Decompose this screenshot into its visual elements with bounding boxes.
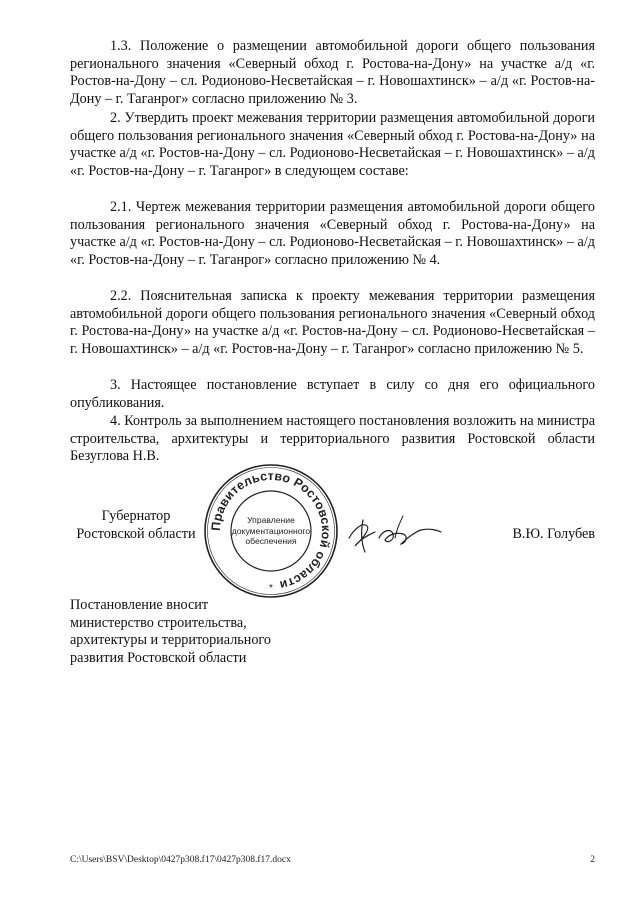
governor-title xyxy=(70,508,202,543)
paragraph-2-approve-project: 2. Утвердить проект межевания территории размещения автомобильной дороги общего пользования регионального значения «Северный обход г. Ростова-на-Дону» на участке а/д «г. Ростов-на-Дону – сл. Родионово-Несветайская – г. Новошахтинск» – а/д «г. Ростов-на-Дону – г. Таганрог» в следующем составе: xyxy=(70,110,595,180)
issued-by-line-4: развития Ростовской области xyxy=(70,650,247,667)
paragraph-2-1-drawing: 2.1. Чертеж межевания территории размещения автомобильной дороги общего пользования регионального значения «Северный обход г. Ростова-на-Дону» на участке а/д «г. Ростов-на-Дону – сл. Родионово-Несветайская – г. Новошахтинск» – а/д «г. Ростов-на-Дону – г. Таганрог» согласно приложению № 4. xyxy=(70,199,595,269)
handwritten-signature xyxy=(345,508,445,556)
governor-title-line-1: Губернатор xyxy=(101,508,171,524)
issued-by-line-2: министерство строительства, xyxy=(70,614,247,631)
paragraph-1-3-road-placement: 1.3. Положение о размещении автомобильной дороги общего пользования регионального значения «Северный обход г. Ростова-на-Дону» на участке а/д «г. Ростов-на-Дону – сл. Родионово-Несветайская – г. Новошахтинск» – а/д «г. Ростов-на-Дону – г. Таганрог» согласно приложению № 3. xyxy=(70,38,595,108)
governor-name: В.Ю. Голубев xyxy=(512,526,595,542)
footer-file-path: C:\Users\BSV\Desktop\0427p308.f17\0427p308.f17.docx xyxy=(70,855,291,865)
issued-by-line-3: архитектуры и территориального xyxy=(70,632,271,649)
paragraph-3-effective-date: 3. Настоящее постановление вступает в силу со дня его официального опубликования. xyxy=(70,377,595,411)
seal-star-icon: * xyxy=(269,583,273,594)
seal-center-text xyxy=(233,500,309,562)
page-footer xyxy=(70,854,595,866)
seal-center-line-1: Управление xyxy=(247,515,295,526)
issued-by-line-1: Постановление вносит xyxy=(70,597,209,613)
footer-page-number: 2 xyxy=(590,855,595,865)
paragraph-2-2-explanatory-note: 2.2. Пояснительная записка к проекту межевания территории размещения автомобильной дороги общего пользования регионального значения «Северный обход г. Ростова-на-Дону» на участке а/д «г. Ростов-на-Дону – сл. Родионово-Несветайская – г. Новошахтинск» – а/д «г. Ростов-на-Дону – г. Таганрог» согласно приложению № 5. xyxy=(70,288,595,358)
seal-outer-text: Правительство Ростовской области xyxy=(208,468,334,593)
issued-by-block xyxy=(70,597,310,668)
seal-center-line-2: документационного xyxy=(231,525,311,536)
governor-title-line-2: Ростовской области xyxy=(76,525,196,542)
paragraph-4-control: 4. Контроль за выполнением настоящего постановления возложить на министра строительства, архитектуры и территориального развития Ростовской области Безуглова Н.В. xyxy=(70,413,595,465)
seal-center-line-3: обеспечения xyxy=(245,536,297,547)
